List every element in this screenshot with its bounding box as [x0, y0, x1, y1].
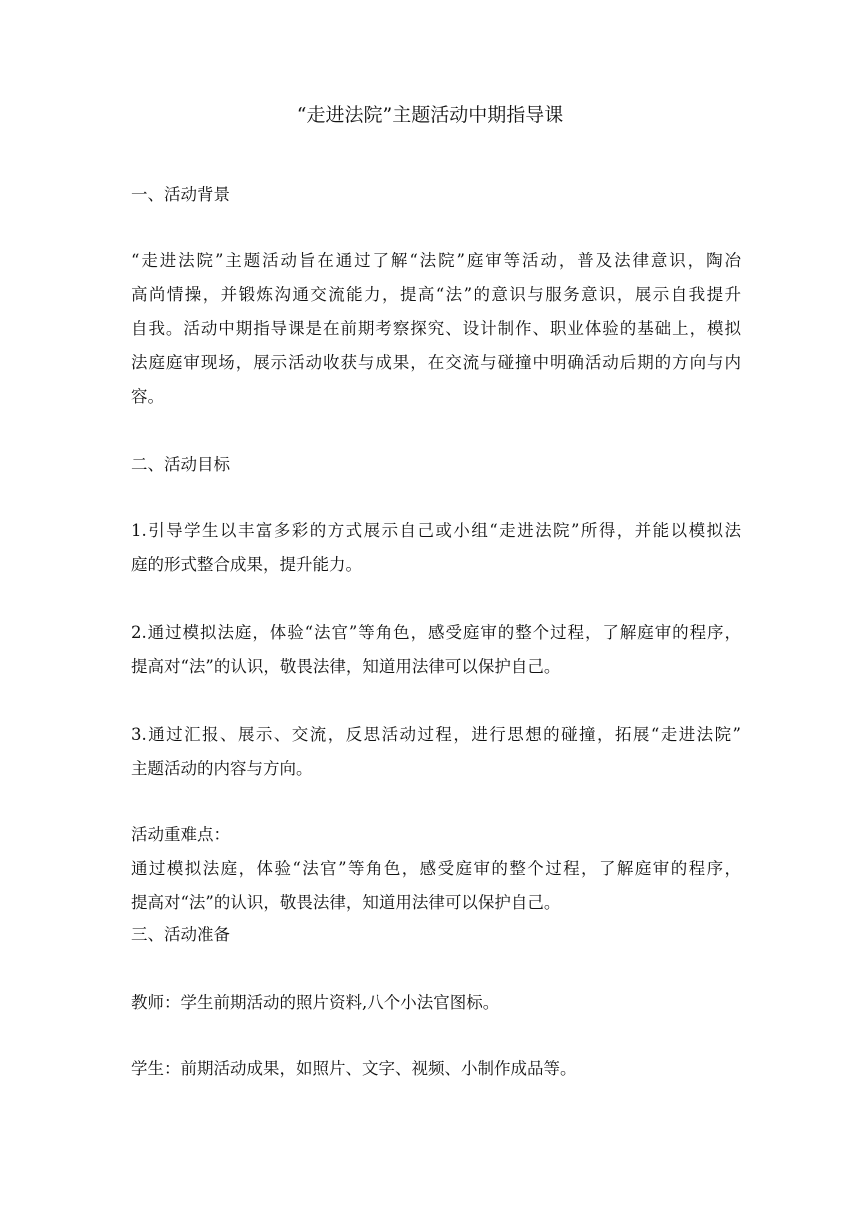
goal-2-line: 提高对“法”的认识，敬畏法律，知道用法律可以保护自己。: [131, 657, 561, 676]
document-title: “走进法院”主题活动中期指导课: [296, 104, 564, 126]
goal-3-line: 主题活动的内容与方向。: [131, 759, 313, 778]
student-preparation: 学生：前期活动成果，如照片、文字、视频、小制作成品等。: [131, 1059, 577, 1078]
key-points-line: 通过模拟法庭，体验“法官”等角色，感受庭审的整个过程，了解庭审的程序，: [131, 859, 741, 878]
goal-2-line: 2.通过模拟法庭，体验“法官”等角色，感受庭审的整个过程，了解庭审的程序，: [131, 623, 741, 642]
paragraph-line: 高尚情操，并锻炼沟通交流能力，提高“法”的意识与服务意识，展示自我提升: [131, 285, 741, 304]
paragraph-line: 法庭庭审现场，展示活动收获与成果，在交流与碰撞中明确活动后期的方向与内: [131, 353, 741, 372]
paragraph-line: “走进法院”主题活动旨在通过了解“法院”庭审等活动，普及法律意识，陶冶: [131, 251, 741, 270]
paragraph-line: 容。: [131, 387, 164, 406]
section-heading-background: 一、活动背景: [131, 185, 230, 204]
teacher-preparation: 教师：学生前期活动的照片资料,八个小法官图标。: [131, 993, 500, 1012]
key-points-line: 提高对“法”的认识，敬畏法律，知道用法律可以保护自己。: [131, 893, 561, 912]
goal-1-line: 庭的形式整合成果，提升能力。: [131, 555, 362, 574]
section-heading-preparation: 三、活动准备: [131, 925, 230, 944]
key-points-label: 活动重难点：: [131, 825, 230, 844]
goal-3-line: 3.通过汇报、展示、交流，反思活动过程，进行思想的碰撞，拓展“走进法院”: [131, 725, 741, 744]
section-heading-goals: 二、活动目标: [131, 455, 230, 474]
goal-1-line: 1.引导学生以丰富多彩的方式展示自己或小组“走进法院”所得，并能以模拟法: [131, 521, 741, 540]
paragraph-line: 自我。活动中期指导课是在前期考察探究、设计制作、职业体验的基础上，模拟: [131, 319, 741, 338]
